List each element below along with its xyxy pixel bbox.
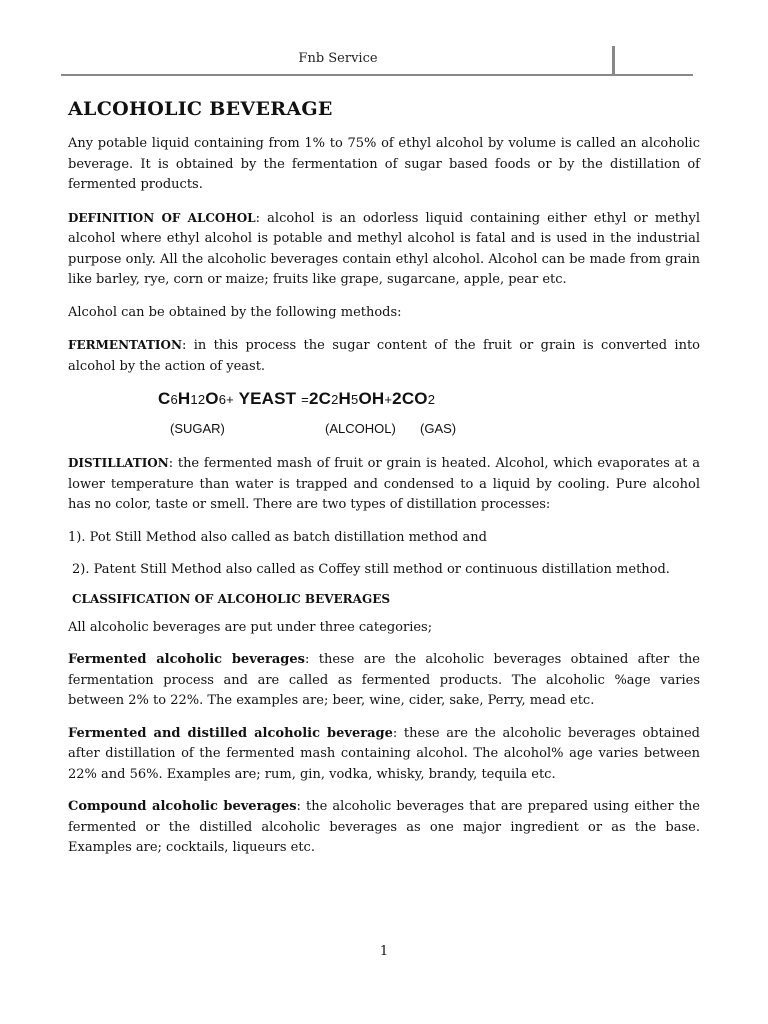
- formula-co: 2CO: [392, 389, 428, 408]
- formula-o-sub: 6+: [218, 392, 234, 407]
- category-compound-term: Compound alcoholic beverages: [68, 799, 297, 814]
- formula-h: H: [177, 389, 191, 408]
- formula-yeast: YEAST: [233, 389, 302, 408]
- header-title: Fnb Service: [298, 51, 378, 66]
- document-body: [68, 98, 700, 871]
- formula-h2-sub: 5: [351, 392, 359, 407]
- page-number: 1: [379, 944, 389, 959]
- category-compound: [68, 797, 700, 859]
- label-sugar: (SUGAR): [170, 421, 225, 436]
- formula-c-sub: 6: [170, 392, 178, 407]
- definition-text: : alcohol is an odorless liquid containing either ethyl or methyl alcohol where ethyl alcohol is potable and methyl alcohol is fatal and is used in the industrial purpose only. All the alcoholic beverages contain ethyl alcohol. Alcohol can be made from grain like barley, rye, corn or maize; fruits like grape, sugarcane, apple, pear etc.: [68, 210, 700, 287]
- formula-labels: [68, 421, 700, 441]
- header-tick: [612, 46, 615, 76]
- methods-intro: Alcohol can be obtained by the following methods:: [68, 304, 402, 320]
- distillation-text: : the fermented mash of fruit or grain is heated. Alcohol, which evaporates at a lower temperature than water is trapped and condensed to a liquid by cooling. Pure alcohol has no color, taste or smell. There are two types of distillation processes:: [68, 456, 700, 512]
- formula-c2-sub: 2: [331, 392, 339, 407]
- process-item-patent-still: 2). Patent Still Method also called as Coffey still method or continuous distillation method.: [72, 561, 670, 577]
- category-fermented-distilled: [68, 724, 700, 786]
- distillation-term: DISTILLATION: [68, 456, 169, 470]
- document-title: ALCOHOLIC BEVERAGE: [68, 98, 333, 120]
- fermentation-formula: [158, 389, 700, 409]
- formula-oh: OH: [358, 389, 385, 408]
- formula-h2: H: [338, 389, 352, 408]
- category-fermented: [68, 650, 700, 712]
- category-compound-text: : the alcoholic beverages that are prepared using either the fermented or the distilled alcoholic beverages as one major ingredient or as the base. Examples are; cocktails, liqueurs etc.: [68, 799, 700, 855]
- classification-heading: CLASSIFICATION OF ALCOHOLIC BEVERAGES: [72, 591, 391, 606]
- category-fermented-text: : these are the alcoholic beverages obtained after the fermentation process and are called as fermented products. The alcoholic %age varies between 2% to 22%. The examples are; beer, wine, cider, sake, Perry, mead etc.: [68, 652, 700, 708]
- formula-eq: =: [301, 392, 309, 407]
- intro-paragraph: Any potable liquid containing from 1% to 75% of ethyl alcohol by volume is called an alcoholic beverage. It is obtained by the fermentation of sugar based foods or by the distillation of fermented products.: [68, 136, 700, 192]
- formula-h-sub: 12: [190, 392, 206, 407]
- classification-intro: All alcoholic beverages are put under three categories;: [68, 619, 433, 635]
- definition-paragraph: [68, 208, 700, 291]
- formula-o: O: [205, 389, 219, 408]
- formula-c2: 2C: [308, 389, 332, 408]
- distillation-paragraph: [68, 453, 700, 516]
- fermentation-paragraph: [68, 335, 700, 377]
- category-fermented-term: Fermented alcoholic beverages: [68, 652, 305, 667]
- category-fermented-distilled-term: Fermented and distilled alcoholic beverage: [68, 725, 393, 741]
- definition-term: DEFINITION OF ALCOHOL: [68, 210, 256, 225]
- label-alcohol: (ALCOHOL): [325, 421, 396, 436]
- category-fermented-distilled-text: : these are the alcoholic beverages obtained after distillation of the fermented mash containing alcohol. The alcohol% age varies between 22% and 56%. Examples are; rum, gin, vodka, whisky, brandy, tequila etc.: [68, 725, 700, 782]
- header-rule: [61, 74, 693, 76]
- fermentation-text: : in this process the sugar content of the fruit or grain is converted into alcohol by the action of yeast.: [68, 338, 700, 374]
- formula-c: C: [158, 389, 171, 408]
- formula-co-sub: 2: [427, 392, 436, 407]
- fermentation-term: FERMENTATION: [68, 338, 182, 352]
- label-gas: (GAS): [420, 421, 457, 436]
- formula-plus: +: [384, 392, 393, 407]
- process-item-pot-still: 1). Pot Still Method also called as batch distillation method and: [68, 529, 487, 545]
